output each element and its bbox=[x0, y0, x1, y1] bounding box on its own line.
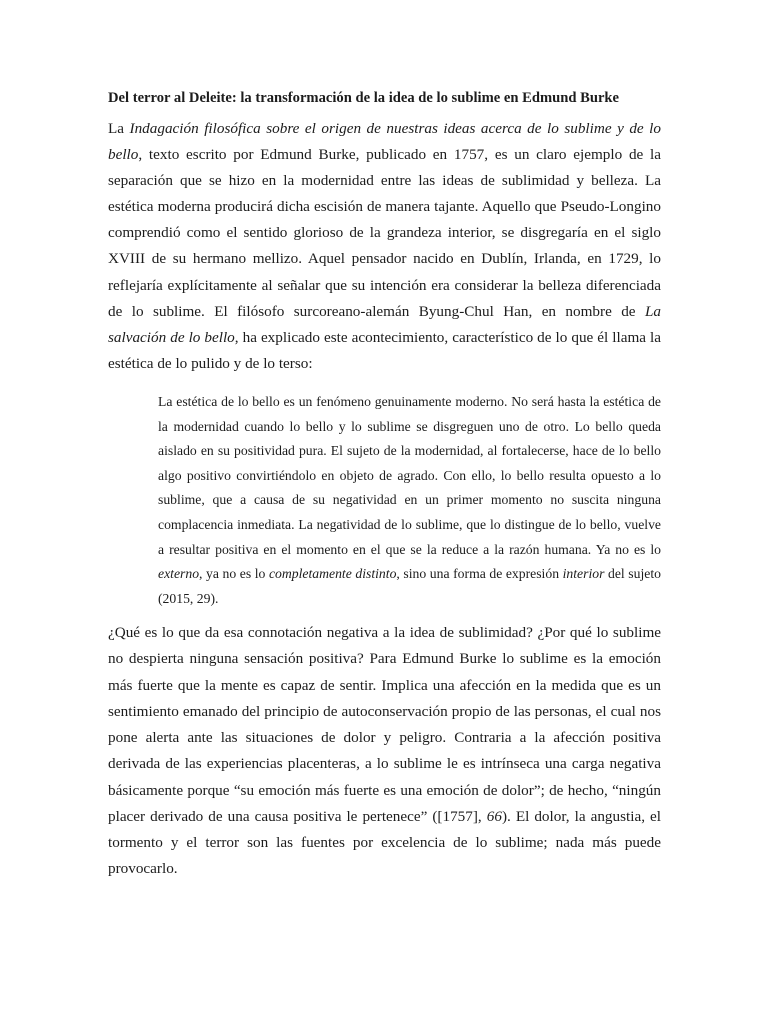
quote-text-4: del sujeto (2015, 29). bbox=[158, 566, 661, 606]
quote-emphasis-distinto: completamente distinto bbox=[268, 566, 397, 582]
intro-text-3: , ha explicado este acontecimiento, característico de lo que él llama la estética de lo pulido y de lo terso: bbox=[108, 328, 661, 372]
block-quote bbox=[158, 390, 661, 611]
quote-text-3: , sino una forma de expresión bbox=[396, 566, 563, 582]
document-page bbox=[108, 88, 661, 882]
second-paragraph bbox=[108, 620, 661, 882]
quote-text-1: La estética de lo bello es un fenómeno genuinamente moderno. No será hasta la estética de la modernidad cuando lo bello y lo sublime se disgreguen uno de otro. Lo bello queda aislado en su positividad pura. El sujeto de la modernidad, al fortalecerse, hace de lo bello algo positivo convirtiéndolo en objeto de agrado. Con ello, lo bello resulta opuesto a lo sublime, que a causa de su negatividad en un primer momento no suscita ninguna complacencia inmediata. La negatividad de lo sublime, que lo distingue de lo bello, vuelve a resultar positiva en el momento en el que se la reduce a la razón humana. Ya no es lo bbox=[158, 393, 661, 557]
quote-emphasis-interior: interior bbox=[562, 566, 605, 582]
second-text-2: ). El dolor, la angustia, el tormento y el terror son las fuentes por excelencia de lo sublime; nada más puede provocarlo. bbox=[108, 807, 661, 878]
citation-page: 66 bbox=[486, 807, 502, 825]
han-book-title: La salvación de lo bello bbox=[108, 302, 661, 346]
quote-emphasis-externo: externo bbox=[158, 566, 200, 582]
intro-text-2: , texto escrito por Edmund Burke, publicado en 1757, es un claro ejemplo de la separación que se hizo en la modernidad entre las ideas de sublimidad y belleza. La estética moderna producirá dicha escisión de manera tajante. Aquello que Pseudo-Longino comprendió como el sentido glorioso de la grandeza interior, se disgregaría en el siglo XVIII de su hermano mellizo. Aquel pensador nacido en Dublín, Irlanda, en 1729, lo reflejaría explícitamente al señalar que su intención era considerar la belleza diferenciada de lo sublime. El filósofo surcoreano-alemán Byung-Chul Han, en nombre de bbox=[108, 146, 661, 320]
work-title: Indagación filosófica sobre el origen de nuestras ideas acerca de lo sublime y de lo bello bbox=[108, 120, 661, 164]
second-text-1: ¿Qué es lo que da esa connotación negativa a la idea de sublimidad? ¿Por qué lo sublime no despierta ninguna sensación positiva? Para Edmund Burke lo sublime es la emoción más fuerte que la mente es capaz de sentir. Implica una afección en la medida que es un sentimiento emanado del principio de autoconservación propio de las personas, el cual nos pone alerta ante las situaciones de dolor y peligro. Contraria a la afección positiva derivada de las experiencias placenteras, a lo sublime le es intrínseca una carga negativa básicamente porque “su emoción más fuerte es una emoción de dolor”; de hecho, “ningún placer derivado de una causa positiva le pertenece” ([1757], bbox=[108, 624, 661, 825]
document-title: Del terror al Deleite: la transformación de la idea de lo sublime en Edmund Burke bbox=[108, 90, 620, 106]
intro-paragraph bbox=[108, 116, 661, 377]
quote-text-2: , ya no es lo bbox=[199, 566, 269, 582]
intro-text-1: La bbox=[108, 120, 130, 137]
